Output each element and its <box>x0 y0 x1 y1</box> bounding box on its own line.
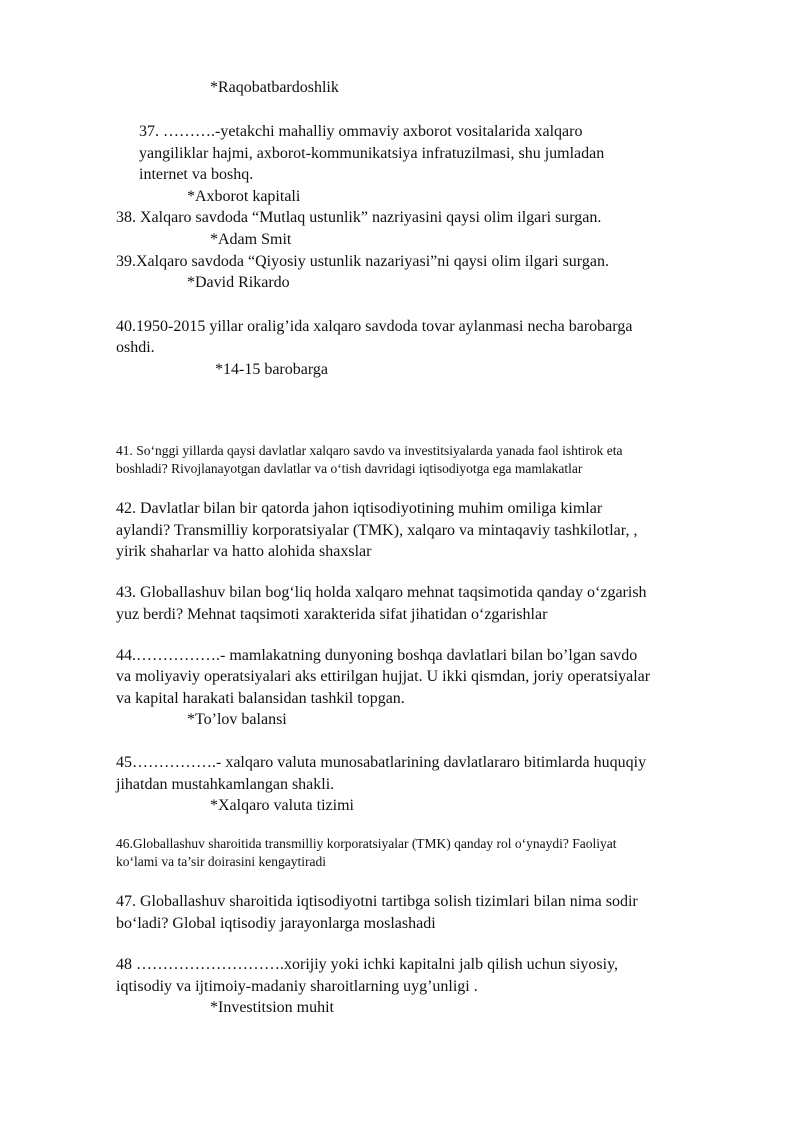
question-46-line-2: ko‘lami va ta’sir doirasini kengaytiradi <box>116 854 326 869</box>
question-43-line-1: 43. Globallashuv bilan bog‘liq holda xalqaro mehnat taqsimotida qanday o‘zgarish <box>116 584 647 601</box>
question-37-line-3: internet va boshq. <box>139 166 254 183</box>
question-41-line-1: 41. So‘nggi yillarda qaysi davlatlar xalqaro savdo va investitsiyalarda yanada faol ishtirok eta <box>116 443 623 458</box>
question-45-line-1: 45…………….- xalqaro valuta munosabatlarining davlatlararo bitimlarda huquqiy <box>116 754 647 771</box>
question-40-line-1: 40.1950-2015 yillar oralig’ida xalqaro savdoda tovar aylanmasi necha barobarga <box>116 318 633 335</box>
question-47-line-1: 47. Globallashuv sharoitida iqtisodiyotni tartibga solish tizimlari bilan nima sodir <box>116 893 638 910</box>
question-48-line-2: iqtisodiy va ijtimoiy-madaniy sharoitlarning uyg’unligi . <box>116 978 478 995</box>
answer-45: *Xalqaro valuta tizimi <box>210 797 354 814</box>
question-45-line-2: jihatdan mustahkamlangan shakli. <box>116 776 335 793</box>
question-40-line-2: oshdi. <box>116 339 155 356</box>
question-42-line-2: aylandi? Transmilliy korporatsiyalar (TMK), xalqaro va mintaqaviy tashkilotlar, , <box>116 522 638 539</box>
question-38-line-1: 38. Xalqaro savdoda “Mutlaq ustunlik” nazriyasini qaysi olim ilgari surgan. <box>116 209 602 226</box>
answer-40: *14-15 barobarga <box>215 361 328 378</box>
question-43-line-2: yuz berdi? Mehnat taqsimoti xarakterida sifat jihatidan o‘zgarishlar <box>116 606 548 623</box>
question-39-line-1: 39.Xalqaro savdoda “Qiyosiy ustunlik nazariyasi”ni qaysi olim ilgari surgan. <box>116 253 609 270</box>
answer-48: *Investitsion muhit <box>210 999 334 1016</box>
question-44-line-1: 44.…………….- mamlakatning dunyoning boshqa davlatlari bilan bo’lgan savdo <box>116 647 638 664</box>
question-46-line-1: 46.Globallashuv sharoitida transmilliy korporatsiyalar (TMK) qanday rol o‘ynaydi? Faoliyat <box>116 836 617 851</box>
question-47-line-2: bo‘ladi? Global iqtisodiy jarayonlarga moslashadi <box>116 915 436 932</box>
answer-44: *To’lov balansi <box>187 711 287 728</box>
question-48-line-1: 48 ……………………….xorijiy yoki ichki kapitalni jalb qilish uchun siyosiy, <box>116 956 619 973</box>
question-37-line-2: yangiliklar hajmi, axborot-kommunikatsiya infratuzilmasi, shu jumladan <box>139 145 605 162</box>
question-41-line-2: boshladi? Rivojlanayotgan davlatlar va o‘tish davridagi iqtisodiyotga ega mamlakatlar <box>116 461 583 476</box>
question-44-line-3: va kapital harakati balansidan tashkil topgan. <box>116 690 405 707</box>
question-44-line-2: va moliyaviy operatsiyalari aks ettirilgan hujjat. U ikki qismdan, joriy operatsiyalar <box>116 668 651 685</box>
answer-36: *Raqobatbardoshlik <box>210 79 339 96</box>
answer-38: *Adam Smit <box>210 231 292 248</box>
answer-37: *Axborot kapitali <box>187 188 301 205</box>
question-42-line-3: yirik shaharlar va hatto alohida shaxslar <box>116 543 372 560</box>
question-37-line-1: 37. ……….-yetakchi mahalliy ommaviy axborot vositalarida xalqaro <box>139 123 583 140</box>
question-42-line-1: 42. Davlatlar bilan bir qatorda jahon iqtisodiyotining muhim omiliga kimlar <box>116 500 603 517</box>
answer-39: *David Rikardo <box>187 274 290 291</box>
